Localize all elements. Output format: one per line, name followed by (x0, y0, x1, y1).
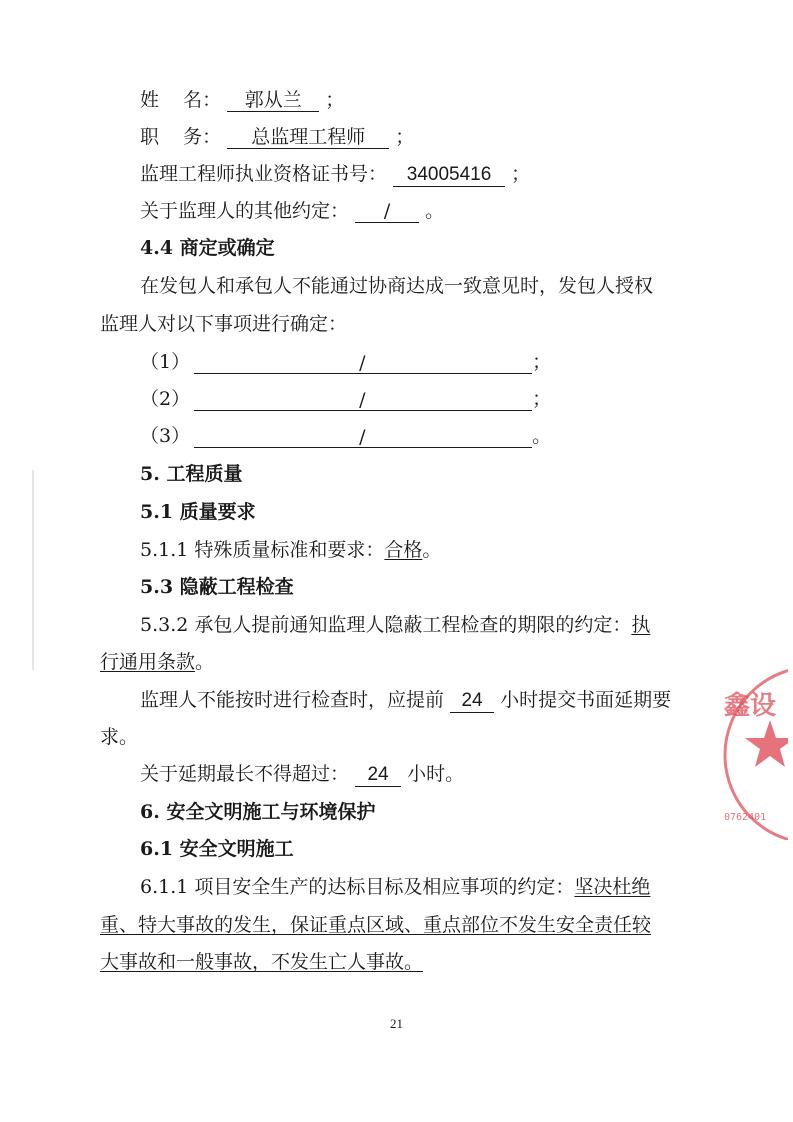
item-number: （3） (140, 425, 191, 447)
section-4-4-heading: 4.4 商定或确定 (140, 237, 275, 259)
max-delay-post: 小时。 (407, 763, 465, 785)
delay-post: 小时提交书面延期要 (500, 689, 672, 711)
seal-serial: 0762401 (724, 812, 767, 823)
section-5-3-heading: 5.3 隐蔽工程检查 (140, 576, 294, 598)
section-6-1-1-line2 (100, 913, 680, 937)
max-delay-row (140, 762, 680, 787)
section-5-3-2-end: 。 (195, 651, 215, 673)
position-value: 总监理工程师 (227, 126, 389, 149)
max-delay-value: 24 (355, 764, 401, 787)
star-icon (745, 720, 788, 767)
item-end: ； (532, 388, 552, 410)
other-value: / (355, 200, 419, 223)
section-6-1-1-line3 (100, 950, 680, 974)
section-4-4-para-line2: 监理人对以下事项进行确定： (100, 313, 348, 335)
cert-row (140, 162, 680, 187)
section-6-1-1-label: 6.1.1 项目安全生产的达标目标及相应事项的约定： (140, 876, 575, 898)
item-number: （1） (140, 351, 191, 373)
section-5-1-1-end: 。 (422, 539, 442, 561)
cert-label: 监理工程师执业资格证书号： (140, 163, 388, 185)
section-6-1-heading: 6.1 安全文明施工 (140, 838, 294, 860)
section-6-1-1-line1 (140, 875, 680, 899)
delay-hours: 24 (450, 690, 494, 713)
item-blank (194, 351, 532, 374)
seal-text: 鑫设 (724, 691, 777, 721)
seal-graphic (718, 660, 788, 840)
section-5-3-2-value-start: 执 (631, 614, 651, 636)
other-row (140, 199, 680, 223)
section-6-1-1-value-end: 大事故和一般事故，不发生亡人事故。 (100, 951, 424, 973)
section-6-1-1-value-start: 坚决杜绝 (574, 876, 651, 898)
position-end: ； (395, 126, 415, 148)
position-row (140, 125, 680, 149)
section-5-1-heading: 5.1 质量要求 (140, 501, 256, 523)
section-5-3-2-label: 5.3.2 承包人提前通知监理人隐蔽工程检查的期限的约定： (140, 614, 632, 636)
section-5-3-2-line2 (100, 650, 680, 674)
section-5-heading: 5. 工程质量 (140, 463, 243, 485)
company-seal (718, 660, 788, 840)
delay-line2: 求。 (100, 726, 139, 748)
position-label: 职 务： (140, 126, 222, 148)
name-label: 姓 名： (140, 89, 222, 111)
list-item (140, 424, 680, 448)
other-label: 关于监理人的其他约定： (140, 200, 350, 222)
name-end: ； (325, 89, 345, 111)
delay-pre: 监理人不能按时进行检查时，应提前 (140, 689, 445, 711)
list-item (140, 387, 680, 411)
page-number: 21 (390, 1016, 403, 1031)
section-5-1-1-row (140, 538, 680, 562)
item-blank (194, 388, 532, 411)
scan-margin-mark (32, 470, 34, 670)
section-6-1-1-value-mid: 重、特大事故的发生，保证重点区域、重点部位不发生安全责任较 (100, 914, 652, 936)
name-row (140, 88, 680, 112)
section-5-3-2-line1 (140, 613, 680, 637)
section-5-1-1-value: 合格 (384, 539, 423, 561)
item-number: （2） (140, 388, 191, 410)
name-value: 郭从兰 (227, 89, 319, 112)
section-6-heading: 6. 安全文明施工与环境保护 (140, 801, 376, 823)
cert-value: 34005416 (393, 164, 505, 187)
item-blank (194, 425, 532, 448)
section-4-4-para-line1: 在发包人和承包人不能通过协商达成一致意见时，发包人授权 (140, 275, 654, 297)
item-value: / (359, 352, 366, 374)
section-5-3-2-value-end: 行通用条款 (100, 651, 196, 673)
section-5-1-1-label: 5.1.1 特殊质量标准和要求： (140, 539, 385, 561)
item-end: 。 (532, 425, 552, 447)
item-value: / (359, 426, 366, 448)
list-item (140, 350, 680, 374)
cert-end: ； (511, 163, 531, 185)
delay-line1 (140, 688, 680, 713)
max-delay-label: 关于延期最长不得超过： (140, 763, 350, 785)
item-value: / (359, 389, 366, 411)
other-end: 。 (425, 200, 445, 222)
item-end: ； (532, 351, 552, 373)
